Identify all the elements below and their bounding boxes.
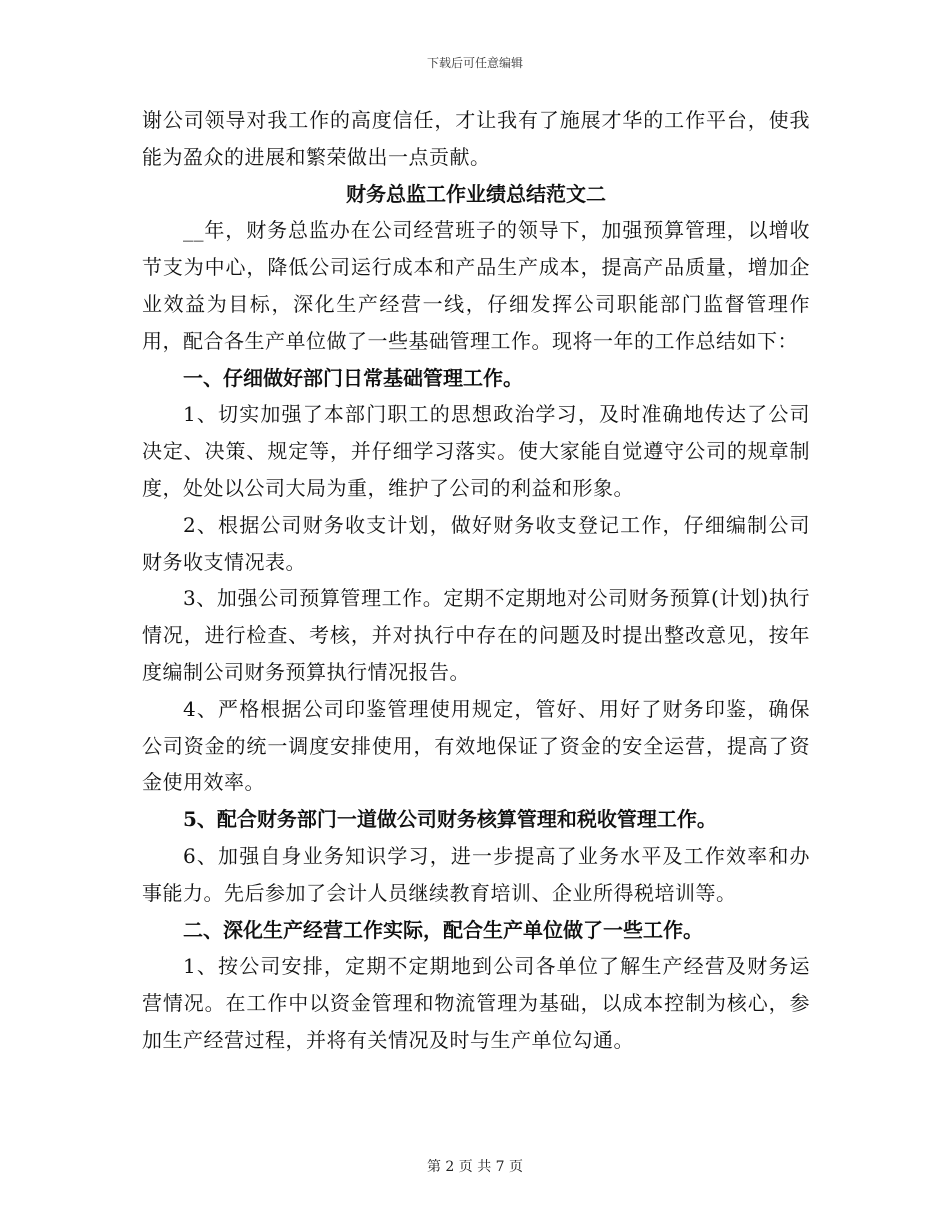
heading-one: 一、仔细做好部门日常基础管理工作。 (183, 365, 523, 390)
paragraph-item-6: 6、加强自身业务知识学习，进一步提高了业务水平及工作效率和办事能力。先后参加了会计人员继续教育培训、企业所得税培训等。 (142, 843, 810, 905)
page-footer: 第 2 页 共 7 页 (426, 1159, 524, 1175)
paragraph-item-2: 2、根据公司财务收支计划，做好财务收支登记工作，仔细编制公司财务收支情况表。 (142, 512, 810, 574)
paragraph-item-1: 1、切实加强了本部门职工的思想政治学习，及时准确地传达了公司决定、决策、规定等，并仔细学习落实。使大家能自觉遵守公司的规章制度，处处以公司大局为重，维护了公司的利益和形象。 (142, 402, 810, 500)
paragraph-intro: __年，财务总监办在公司经营班子的领导下，加强预算管理，以增收节支为中心，降低公司运行成本和产品生产成本，提高产品质量，增加企业效益为目标，深化生产经营一线，仔细发挥公司职能部门监督管理作用，配合各生产单位做了一些基础管理工作。现将一年的工作总结如下： (142, 218, 810, 353)
paragraph-item-3: 3、加强公司预算管理工作。定期不定期地对公司财务预算(计划)执行情况，进行检查、考核，并对执行中存在的问题及时提出整改意见，按年度编制公司财务预算执行情况报告。 (142, 586, 810, 684)
paragraph-section2-item-1: 1、按公司安排，定期不定期地到公司各单位了解生产经营及财务运营情况。在工作中以资金管理和物流管理为基础，以成本控制为核心，参加生产经营过程，并将有关情况及时与生产单位勾通。 (142, 954, 810, 1052)
heading-item-5: 5、配合财务部门一道做公司财务核算管理和税收管理工作。 (183, 807, 717, 832)
document-body (142, 102, 810, 1059)
section-title: 财务总监工作业绩总结范文二 (346, 181, 606, 206)
heading-two: 二、深化生产经营工作实际，配合生产单位做了一些工作。 (183, 917, 703, 942)
page-header: 下载后可任意编辑 (426, 56, 523, 70)
paragraph-continued: 谢公司领导对我工作的高度信任，才让我有了施展才华的工作平台，使我能为盈众的进展和繁荣做出一点贡献。 (142, 108, 810, 169)
paragraph-item-4: 4、严格根据公司印鉴管理使用规定，管好、用好了财务印鉴，确保公司资金的统一调度安排使用，有效地保证了资金的安全运营，提高了资金使用效率。 (142, 696, 810, 795)
